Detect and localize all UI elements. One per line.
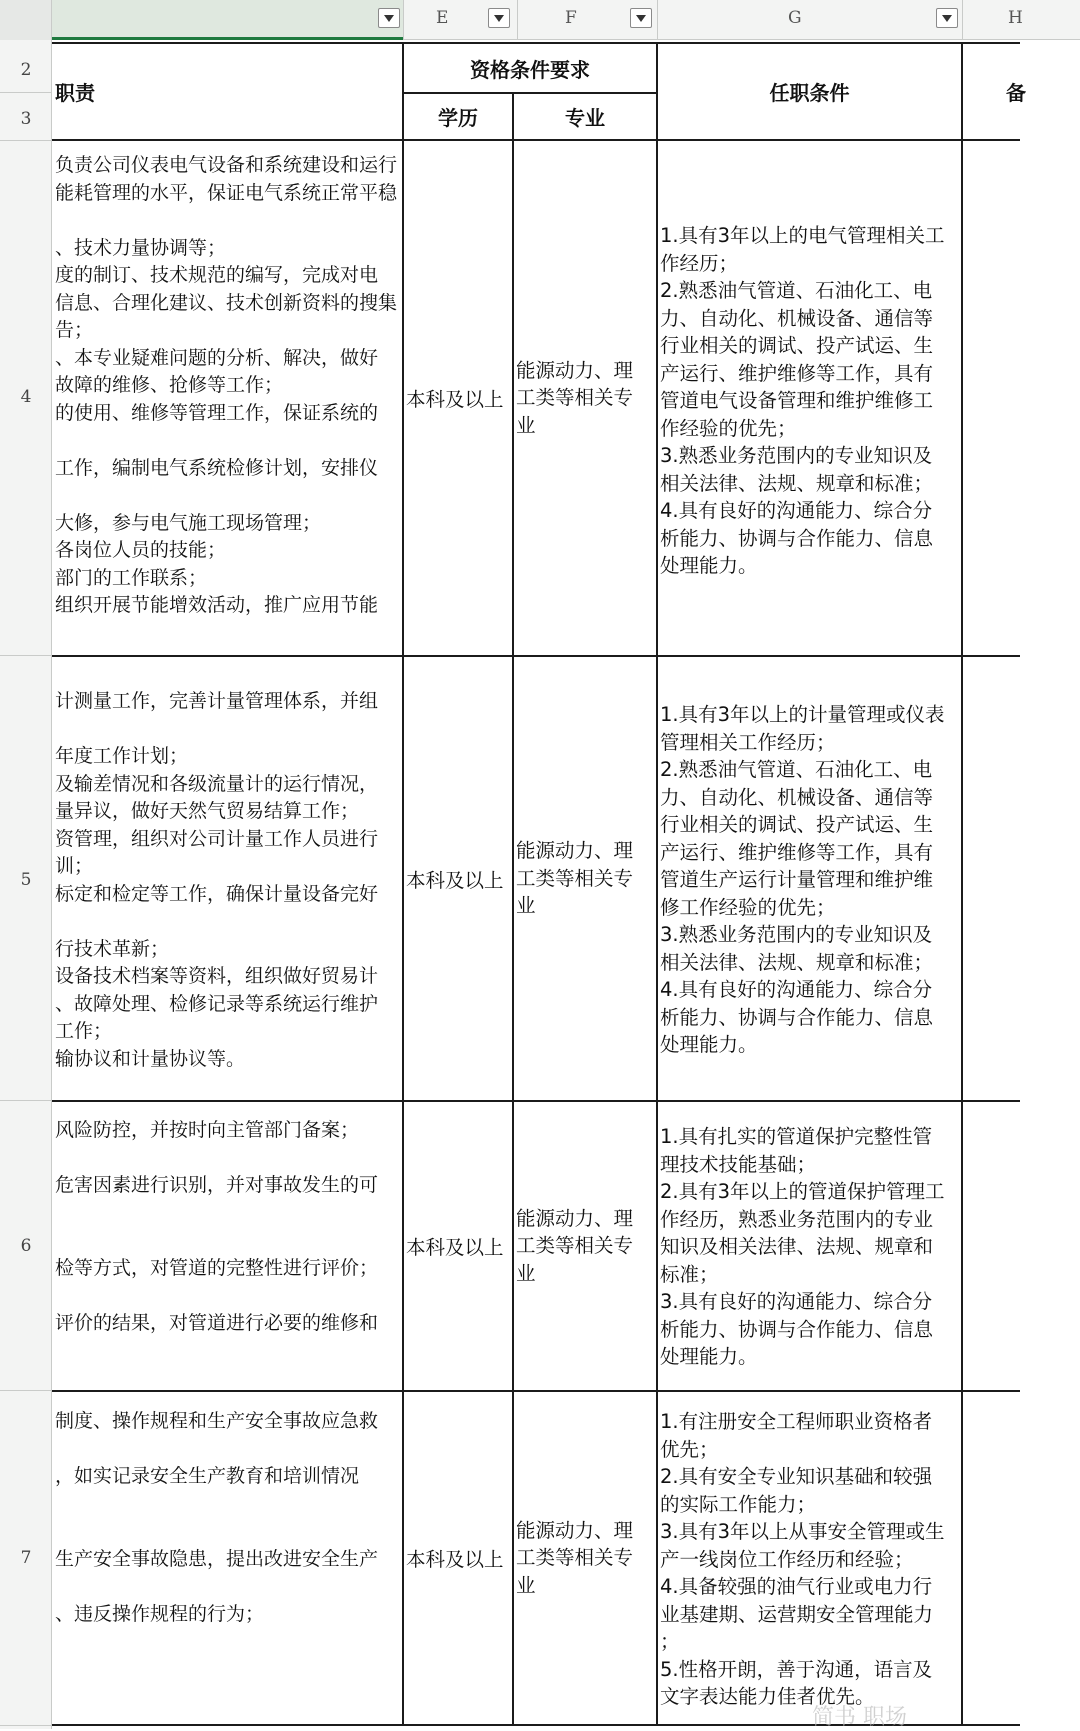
select-all-corner[interactable] bbox=[0, 0, 52, 40]
education-cell[interactable] bbox=[406, 1392, 512, 1724]
education-text: 本科及以上 bbox=[406, 1548, 504, 1571]
header-duties-label: 职责 bbox=[55, 81, 95, 105]
column-header-d[interactable] bbox=[52, 0, 404, 40]
column-header-e[interactable] bbox=[404, 0, 518, 40]
education-text: 本科及以上 bbox=[406, 388, 504, 411]
row-number[interactable]: 4 bbox=[20, 387, 32, 407]
major-text: 能源动力、理 工类等相关专 业 bbox=[516, 1206, 634, 1285]
duties-cell[interactable]: 制度、操作规程和生产安全事故应急救 ，如实记录安全生产教育和培训情况 生产安全事故隐患，提出改进安全生产 、违反操作规程的行为； bbox=[55, 1410, 379, 1625]
grid-line bbox=[402, 42, 404, 1726]
filter-dropdown-icon[interactable] bbox=[378, 8, 400, 28]
watermark-text: 简书 职场 bbox=[812, 1705, 907, 1730]
duties-cell[interactable]: 风险防控，并按时向主管部门备案； 危害因素进行识别，并对事故发生的可 检等方式，对管道的完整性进行评价； 评价的结果，对管道进行必要的维修和 bbox=[55, 1119, 379, 1334]
education-text: 本科及以上 bbox=[406, 868, 504, 892]
filter-dropdown-icon[interactable] bbox=[936, 8, 958, 28]
major-cell[interactable] bbox=[516, 657, 658, 1100]
row-number[interactable]: 7 bbox=[20, 1548, 32, 1568]
header-next-col[interactable] bbox=[1006, 44, 1036, 139]
row-number[interactable]: 2 bbox=[20, 60, 32, 80]
header-next-col-label: 备 bbox=[1006, 81, 1026, 105]
duties-cell[interactable]: 负责公司仪表电气设备和系统建设和运行 能耗管理的水平，保证电气系统正常平稳 、技术力量协调等； 度的制订、技术规范的编写，完成对电 信息、合理化建议、技术创新资料的搜集 告； 、本专业疑难问题的分析、解决，做好 故障的维修、抢修等工作； 的使用、维修等管理工作，保证系统的 工作，编制电气系统检修计划，安排仪 大修，参与电气施工现场管理； 各岗位人员的技能； 部门的工作联系； 组织开展节能增效活动，推广应用节能 bbox=[55, 154, 398, 616]
header-duties[interactable] bbox=[55, 44, 400, 139]
column-header-h[interactable] bbox=[963, 0, 1080, 40]
header-requirements-label: 任职条件 bbox=[769, 81, 850, 105]
major-cell[interactable] bbox=[516, 141, 658, 655]
major-cell[interactable] bbox=[516, 1102, 658, 1390]
header-education[interactable] bbox=[404, 94, 512, 139]
row-number[interactable]: 3 bbox=[20, 109, 32, 129]
header-major[interactable] bbox=[514, 94, 656, 139]
column-letter: H bbox=[1008, 8, 1023, 28]
column-letter: E bbox=[436, 8, 449, 28]
header-education-label: 学历 bbox=[438, 106, 478, 130]
major-cell[interactable] bbox=[516, 1392, 658, 1724]
header-qualification-group[interactable] bbox=[404, 44, 656, 92]
row-number[interactable]: 5 bbox=[20, 870, 32, 890]
duties-cell[interactable]: 计测量工作，完善计量管理体系，并组 年度工作计划； 及输差情况和各级流量计的运行情况， 量异议，做好天然气贸易结算工作； 资管理，组织对公司计量工作人员进行 训； 标定和检定等工作，确保计量设备完好 行技术革新； 设备技术档案等资料，组织做好贸易计 、故障处理、检修记录等系统运行维护 工作； 输协议和计量协议等。 bbox=[55, 690, 379, 1070]
column-header-f[interactable] bbox=[518, 0, 658, 40]
education-cell[interactable] bbox=[406, 657, 512, 1100]
major-text: 能源动力、理 工类等相关专 业 bbox=[516, 1518, 634, 1597]
header-major-label: 专业 bbox=[565, 106, 605, 130]
column-letter: F bbox=[565, 8, 577, 28]
requirements-cell[interactable]: 1.具有3年以上的计量管理或仪表 管理相关工作经历； 2.熟悉油气管道、石油化工、电 力、自动化、机械设备、通信等 行业相关的调试、投产试运、生 产运行、维护维修等工作，具有 管道生产运行计量管理和维护维 修工作经验的优先； 3.熟悉业务范围内的专业知识及 相关法律、法规、规章和标准； 4.具有良好的沟通能力、综合分 析能力、协调与合作能力、信息 处理能力。 bbox=[660, 703, 945, 1056]
requirements-cell[interactable]: 1.有注册安全工程师职业资格者 优先； 2.具有安全专业知识基础和较强 的实际工作能力； 3.具有3年以上从事安全管理或生 产一线岗位工作经历和经验； 4.具备较强的油气行业或电力行 业基建期、运营期安全管理能力 ； 5.性格开朗，善于沟通，语言及 文字表达能力佳者优先。 bbox=[660, 1410, 945, 1708]
filter-dropdown-icon[interactable] bbox=[630, 8, 652, 28]
major-text: 能源动力、理 工类等相关专 业 bbox=[516, 839, 634, 918]
education-text: 本科及以上 bbox=[406, 1236, 504, 1259]
requirements-cell[interactable]: 1.具有3年以上的电气管理相关工 作经历； 2.熟悉油气管道、石油化工、电 力、自动化、机械设备、通信等 行业相关的调试、投产试运、生 产运行、维护维修等工作，具有 管道电气设备管理和维护维修工 作经验的优先； 3.熟悉业务范围内的专业知识及 相关法律、法规、规章和标准； 4.具有良好的沟通能力、综合分 析能力、协调与合作能力、信息 处理能力。 bbox=[660, 224, 945, 577]
grid-line bbox=[512, 92, 514, 1726]
row-header-column bbox=[0, 40, 52, 1729]
requirements-cell[interactable]: 1.具有扎实的管道保护完整性管 理技术技能基础； 2.具有3年以上的管道保护管理工 作经历，熟悉业务范围内的专业 知识及相关法律、法规、规章和 标准； 3.具有良好的沟通能力、综合分 析能力、协调与合作能力、信息 处理能力。 bbox=[660, 1125, 945, 1368]
filter-dropdown-icon[interactable] bbox=[488, 8, 510, 28]
column-letter: G bbox=[788, 8, 802, 28]
header-qualification-label: 资格条件要求 bbox=[470, 57, 590, 82]
education-cell[interactable] bbox=[406, 1102, 512, 1390]
major-text: 能源动力、理 工类等相关专 业 bbox=[516, 358, 634, 437]
education-cell[interactable] bbox=[406, 141, 512, 655]
header-requirements[interactable] bbox=[658, 44, 961, 139]
row-number[interactable]: 6 bbox=[20, 1236, 32, 1256]
column-header-g[interactable] bbox=[658, 0, 963, 40]
